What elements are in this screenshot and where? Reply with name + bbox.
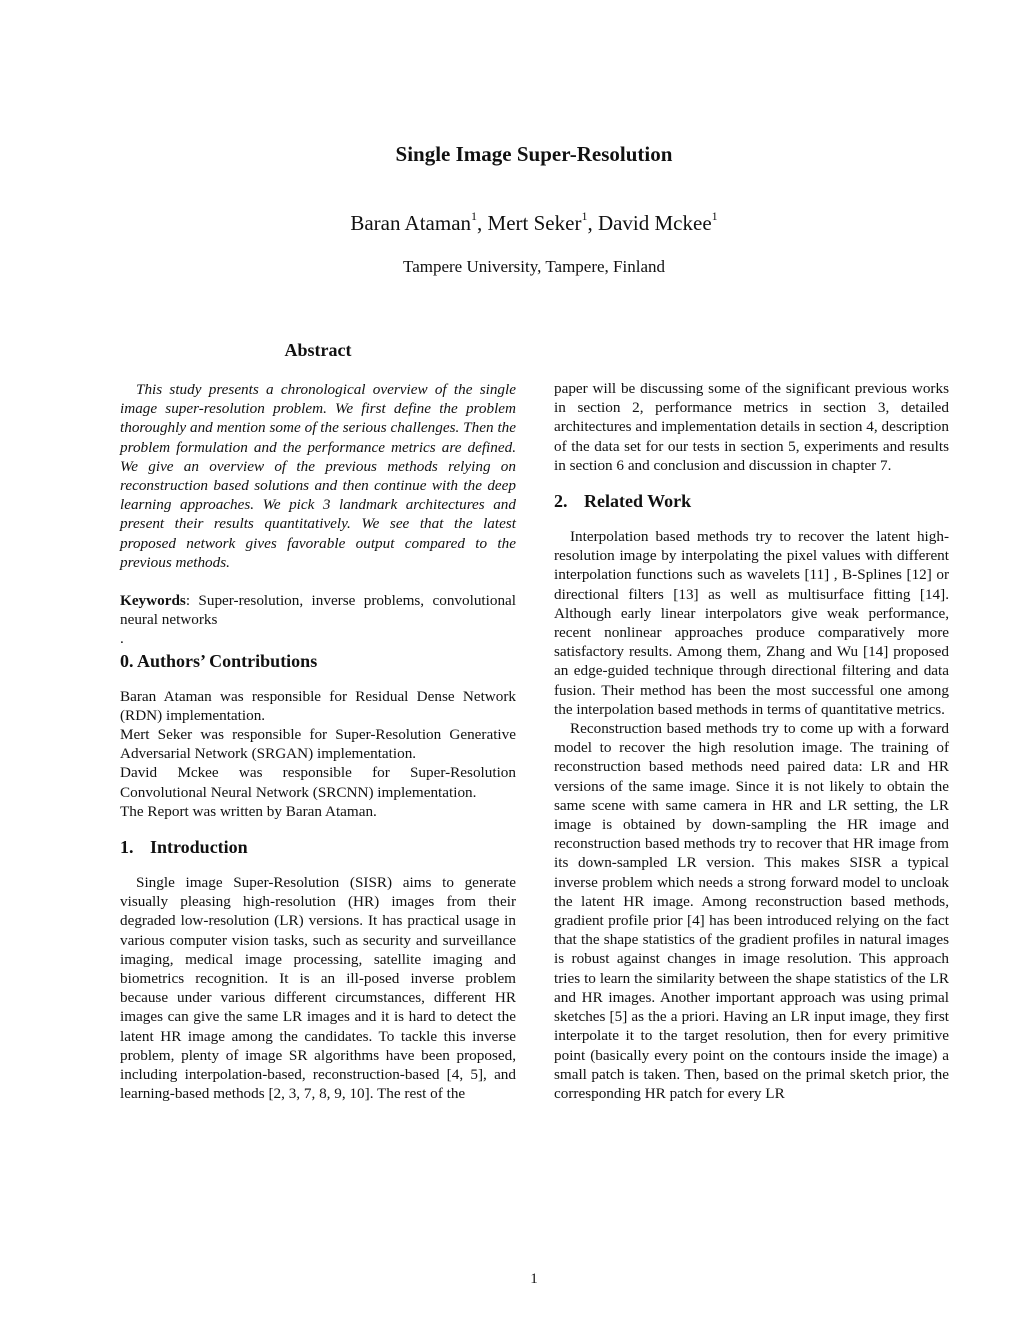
section-number: 2. — [554, 491, 568, 512]
author-name: Mert Seker — [487, 211, 582, 235]
paper-title: Single Image Super-Resolution — [395, 142, 673, 166]
section-title: Related Work — [584, 491, 692, 512]
section-heading-related-work — [554, 489, 949, 513]
affiliation-mark: 1 — [471, 209, 478, 223]
section-title: Introduction — [150, 837, 248, 858]
introduction-continuation: paper will be discussing some of the significant previous works in section 2, performance metrics in section 3, detailed architectures and implementation details in section 4, description of the data set for our tests in section 5, experiments and results in section 6 and conclusion and discussion in chapter 7. — [554, 380, 949, 474]
author-list — [0, 203, 1024, 238]
author-separator: , — [587, 211, 598, 235]
abstract-text: This study presents a chronological overview of the single image super-resolution problem. We first define the problem thoroughly and mention some of the serious challenges. Then the problem formulation and the performance metrics are defined. We give an overview of the previous methods relying on reconstruction based solutions and then continue with the deep learning approaches. We pick 3 landmark architectures and present their results quantitatively. We see that the latest proposed network gives favorable output compared to the previous methods. — [120, 381, 516, 571]
right-column — [554, 379, 949, 1103]
section-heading-contributions: 0. Authors’ Contributions — [120, 650, 318, 671]
contribution-line: David Mckee was responsible for Super-Resolution Convolutional Neural Network (SRCNN) implementation. — [120, 764, 516, 801]
keywords-label: Keywords — [120, 592, 186, 610]
author-separator: , — [477, 211, 488, 235]
abstract-heading: Abstract — [284, 340, 352, 360]
contribution-line: Mert Seker was responsible for Super-Resolution Generative Adversarial Network (SRGAN) implementation. — [120, 726, 516, 763]
introduction-paragraph: Single image Super-Resolution (SISR) aims to generate visually pleasing high-resolution (HR) images from their degraded low-resolution (LR) versions. It has practical usage in various computer vision tasks, such as security and surveillance imaging, medical image processing, satellite imaging and biometrics recognition. It is an ill-posed inverse problem because under various different circumstances, different HR images can give the same LR images and it is hard to detect the latent HR image among the candidates. To tackle this inverse problem, plenty of image SR algorithms have been proposed, including interpolation-based, reconstruction-based [4, 5], and learning-based methods [2, 3, 7, 8, 9, 10]. The rest of the — [120, 874, 516, 1103]
related-work-paragraph: Reconstruction based methods try to come up with a forward model to recover the high resolution image. The training of reconstruction based methods need paired data: LR and HR versions of the same image. Since it is not likely to obtain the same scene with same camera in HR and LR setting, the LR image is obtained by down-sampling the HR image and reconstruction based methods try to recover that HR image from its down-sampled LR version. This makes SISR a typical inverse problem which needs a strong forward model to uncloak the latent HR image. Among reconstruction based methods, gradient profile prior [4] has been introduced relying on the fact that the shape statistics of the gradient profiles in natural images is robust against changes in image resolution. This approach tries to learn the similarity between the shape statistics of the LR and HR images. Another important approach was using primal sketches [5] as the a priori. Having an LR input image, they first interpolate it to the target resolution, then for every primitive point (basically every point on the contours inside the image) a small patch is taken. Then, based on the primal sketch prior, the corresponding HR patch for every LR — [554, 720, 949, 1102]
section-heading-introduction — [120, 835, 516, 859]
keywords — [120, 591, 516, 629]
author-name: Baran Ataman — [350, 211, 472, 235]
affiliation-mark: 1 — [711, 209, 718, 223]
left-column — [120, 338, 516, 1104]
related-work-paragraph: Interpolation based methods try to recover the latent high-resolution image by interpolating the pixel values with different interpolation functions such as wavelets [11] , B-Splines [12] or directional filters [13] as well as multisurface fitting [14]. Although early linear interpolators give weak performance, recent nonlinear approaches produce comparatively more satisfactory results. Among them, Zhang and Wu [14] proposed an edge-guided technique through directional filtering and data fusion. Their method has been the most successful one among the interpolation based methods in terms of quantitative metrics. — [554, 528, 949, 718]
page-number: 1 — [530, 1271, 538, 1287]
author-name: David Mckee — [597, 211, 712, 235]
keywords-text: : Super-resolution, inverse problems, convolutional neural networks — [120, 592, 516, 629]
affiliation-mark: 1 — [581, 209, 588, 223]
contribution-line: The Report was written by Baran Ataman. — [120, 802, 377, 820]
affiliation: Tampere University, Tampere, Finland — [403, 257, 665, 276]
contribution-line: Baran Ataman was responsible for Residual Dense Network (RDN) implementation. — [120, 687, 516, 724]
keywords-trailing: . — [120, 630, 124, 648]
section-number: 1. — [120, 837, 134, 858]
